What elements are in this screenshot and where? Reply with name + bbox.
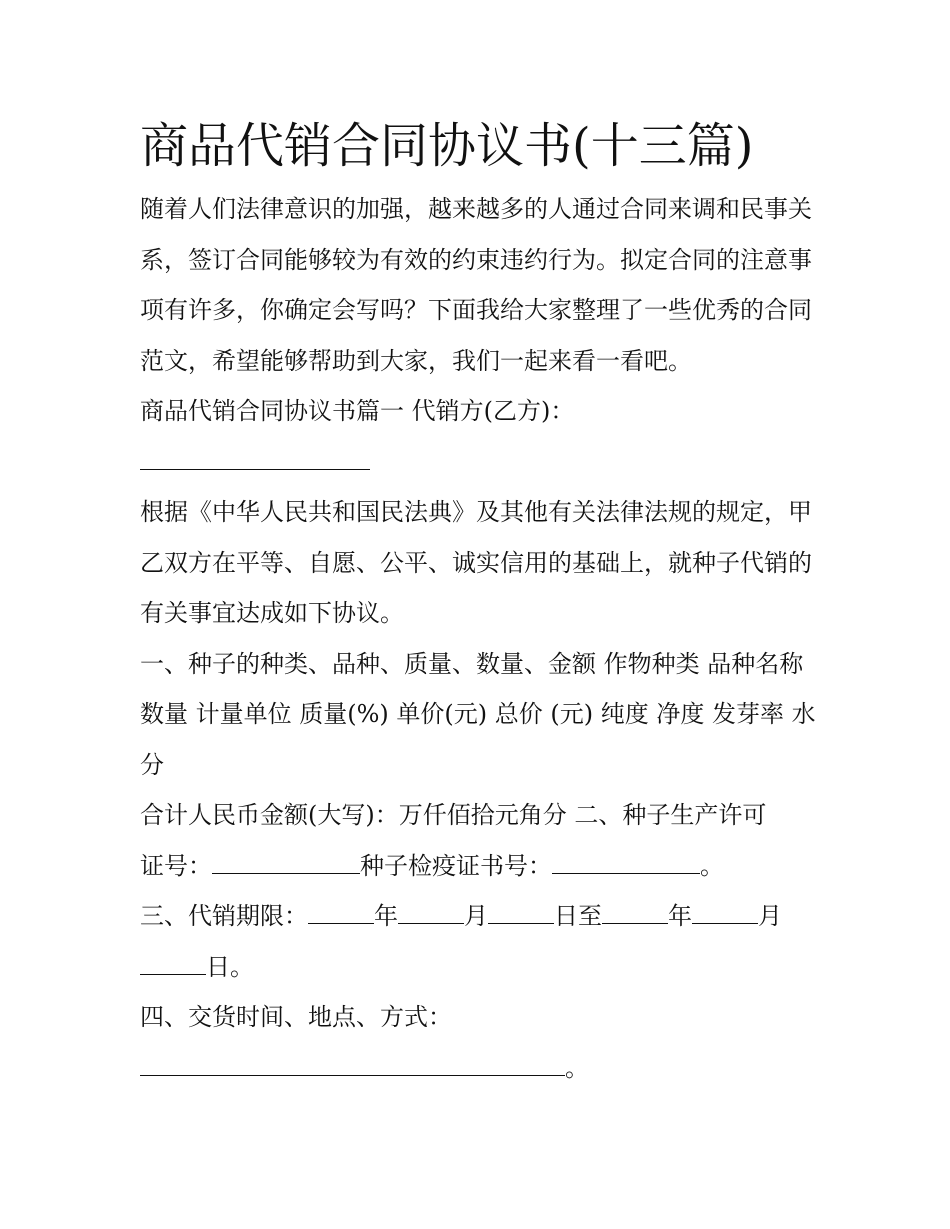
period-line: [140, 891, 820, 942]
start-year-label: 年: [374, 902, 398, 930]
agent-party-blank-line: [140, 437, 820, 488]
quarantine-label: 种子检疫证书号：: [360, 851, 552, 880]
legal-basis-paragraph: 根据《中华人民共和国民法典》及其他有关法律法规的规定，甲乙双方在平等、自愿、公平、诚实信用的基础上，就种子代销的有关事宜达成如下协议。: [140, 498, 812, 627]
period-end-line: [140, 942, 820, 993]
license-label: 证号：: [140, 851, 212, 880]
day-to-label: 日至: [554, 902, 602, 930]
start-day-blank: [488, 901, 554, 924]
end-day-blank: [140, 952, 206, 975]
delivery-end-mark: 。: [565, 1053, 589, 1082]
period-label: 三、代销期限：: [140, 902, 308, 930]
end-month-blank: [692, 901, 758, 924]
license-number-blank: [212, 851, 360, 874]
delivery-heading: 四、交货时间、地点、方式：: [140, 1003, 452, 1031]
start-year-blank: [308, 901, 374, 924]
document-title: 商品代销合同协议书(十三篇): [140, 118, 754, 174]
end-month-label: 月: [758, 902, 782, 930]
license-line: [140, 841, 820, 892]
end-year-blank: [602, 901, 668, 924]
quarantine-number-blank: [552, 851, 700, 874]
agent-party-blank: [140, 447, 370, 470]
delivery-blank-line: [140, 1043, 820, 1094]
total-amount-line: 合计人民币金额(大写)：万仟佰拾元角分 二、种子生产许可: [140, 801, 767, 829]
item-one-paragraph: 一、种子的种类、品种、质量、数量、金额 作物种类 品种名称 数量 计量单位 质量(%) 单价(元) 总价 (元) 纯度 净度 发芽率 水分: [140, 649, 816, 779]
intro-paragraph: 随着人们法律意识的加强，越来越多的人通过合同来调和民事关系，签订合同能够较为有效的约束违约行为。拟定合同的注意事项有许多，你确定会写吗？下面我给大家整理了一些优秀的合同范文，希望能够帮助到大家，我们一起来看一看吧。: [140, 195, 812, 375]
end-day-label: 日。: [206, 952, 254, 981]
start-month-blank: [398, 901, 464, 924]
start-month-label: 月: [464, 902, 488, 930]
license-end-mark: 。: [700, 851, 724, 880]
delivery-blank: [140, 1053, 565, 1076]
end-year-label: 年: [668, 902, 692, 930]
section-heading: 商品代销合同协议书篇一 代销方(乙方)：: [140, 397, 575, 425]
document-page: [140, 108, 820, 1093]
